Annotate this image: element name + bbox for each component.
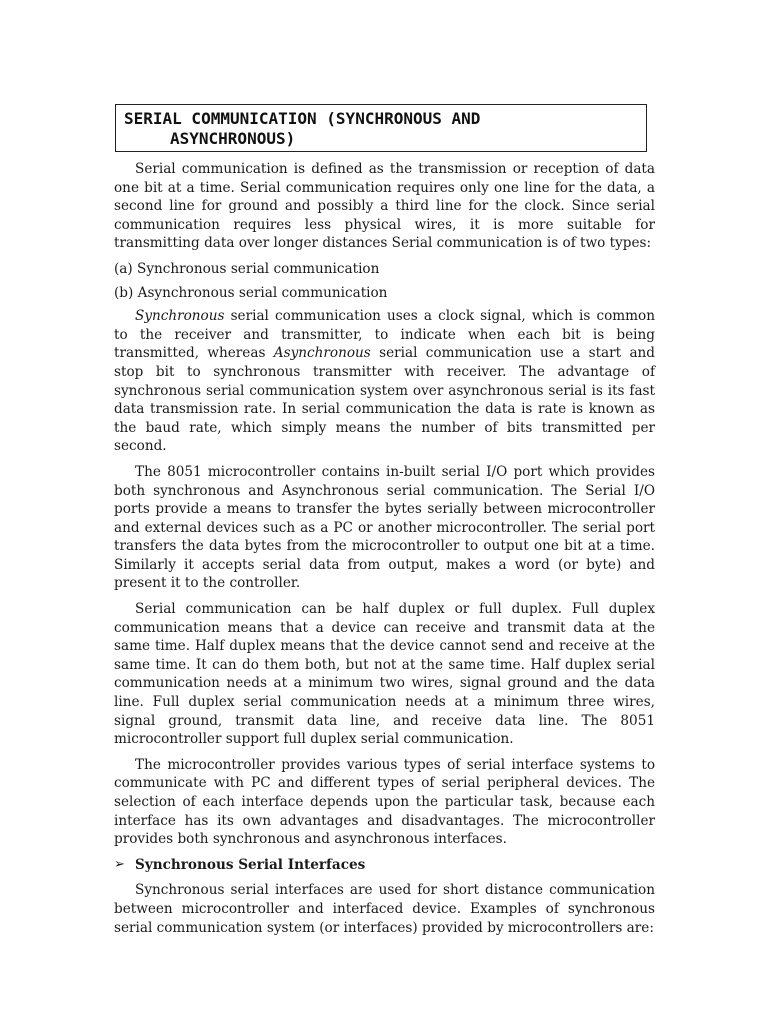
- subheading-text: Synchronous Serial Interfaces: [135, 856, 366, 873]
- paragraph-intro: Serial communication is defined as the transmission or reception of data one bit at a time. Serial communication requires only one line for the data, a second line for ground and possibly a third line for the clock. Since serial communication requires less physical wires, it is more suitable for transmitting data over longer distances Serial communication is of two types:: [114, 161, 655, 252]
- paragraph-8051: The 8051 microcontroller contains in-built serial I/O port which provides both synchronous and Asynchronous serial communication. The Serial I/O ports provide a means to transfer the bytes serially between microcontroller and external devices such as a PC or another microcontroller. The serial port transfers the data bytes from the microcontroller to output one bit at a time. Similarly it accepts serial data from output, makes a word (or byte) and present it to the controller.: [114, 463, 655, 592]
- title-line-1: SERIAL COMMUNICATION (SYNCHRONOUS AND: [124, 109, 481, 128]
- arrow-bullet-icon: ➢: [114, 856, 125, 872]
- subheading-synchronous-serial-interfaces: [114, 856, 655, 875]
- term-asynchronous: Asynchronous: [273, 345, 371, 362]
- paragraph-sync-async: [114, 307, 655, 456]
- paragraph-sync-interfaces: Synchronous serial interfaces are used for short distance communication between microcontroller and interfaced device. Examples of synchronous serial communication system (or interfaces) provided by microcontrollers are:: [114, 882, 655, 936]
- paragraph-sync-async-text-2: serial communication use a start and stop bit to synchronous transmitter with receiver. The advantage of synchronous serial communication system over asynchronous serial is its fast data transmission rate. In serial communication the data is rate is known as the baud rate, which simply means the number of bits transmitted per second.: [114, 345, 656, 455]
- list-item-b: (b) Asynchronous serial communication: [114, 284, 388, 301]
- title-line-2: ASYNCHRONOUS): [170, 129, 296, 148]
- term-synchronous: Synchronous: [135, 308, 225, 325]
- section-title-box: [115, 104, 647, 152]
- body-text: [114, 160, 655, 944]
- paragraph-duplex: Serial communication can be half duplex or full duplex. Full duplex communication means that a device can receive and transmit data at the same time. Half duplex means that the device cannot send and receive at the same time. It can do them both, but not at the same time. Half duplex serial communication needs at a minimum two wires, signal ground and the data line. Full duplex serial communication needs at a minimum three wires, signal ground, transmit data line, and receive data line. The 8051 microcontroller support full duplex serial communication.: [114, 601, 655, 748]
- paragraph-interfaces: The microcontroller provides various types of serial interface systems to communicate with PC and different types of serial peripheral devices. The selection of each interface depends upon the particular task, because each interface has its own advantages and disadvantages. The microcontroller provides both synchronous and asynchronous interfaces.: [114, 756, 655, 848]
- list-item-a: (a) Synchronous serial communication: [114, 260, 380, 277]
- paragraph-sync-async-text-1: serial communication uses a clock signal, which is common to the receiver and transmitter, to indicate when each bit is being transmitted, whereas: [114, 308, 655, 362]
